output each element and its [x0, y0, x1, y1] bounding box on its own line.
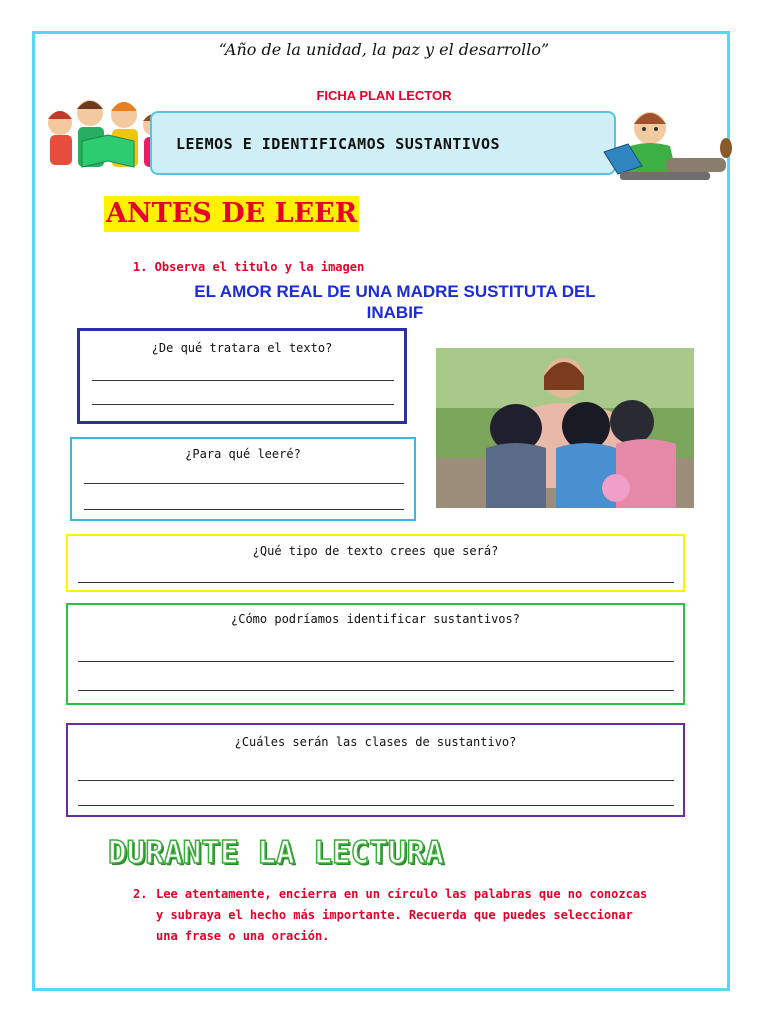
step-2-instruction: [133, 884, 658, 947]
step-number: 2.: [133, 887, 148, 901]
answer-line[interactable]: [78, 805, 674, 806]
question-text: ¿Qué tipo de texto crees que será?: [252, 544, 499, 558]
banner-title: LEEMOS E IDENTIFICAMOS SUSTANTIVOS: [176, 135, 501, 153]
question-box-identify-nouns: [66, 603, 685, 705]
answer-line[interactable]: [92, 380, 394, 381]
answer-line[interactable]: [92, 404, 394, 405]
national-motto: “Año de la unidad, la paz y el desarrollo”: [218, 40, 550, 59]
question-text: ¿Cómo podríamos identificar sustantivos?: [231, 612, 520, 626]
question-box-topic: [77, 328, 407, 424]
answer-line[interactable]: [84, 509, 404, 510]
antes-heading: ANTES DE LEER: [104, 196, 359, 232]
durante-heading: DURANTE LA LECTURA: [108, 835, 444, 871]
question-box-purpose: [70, 437, 416, 521]
question-text: ¿De qué tratara el texto?: [151, 341, 333, 355]
step-1-instruction: 1. Observa el titulo y la imagen: [133, 260, 365, 274]
question-box-noun-classes: [66, 723, 685, 817]
boy-reading-icon: [600, 108, 735, 190]
question-text: ¿Para qué leeré?: [185, 447, 301, 461]
story-title: EL AMOR REAL DE UNA MADRE SUSTITUTA DEL INABIF: [194, 282, 596, 322]
question-box-text-type: [66, 534, 685, 592]
answer-line[interactable]: [78, 661, 674, 662]
mother-hugging-children-photo: [436, 348, 694, 508]
answer-line[interactable]: [78, 690, 674, 691]
question-text: ¿Cuáles serán las clases de sustantivo?: [234, 735, 517, 749]
answer-line[interactable]: [84, 483, 404, 484]
answer-line[interactable]: [78, 780, 674, 781]
step-text: Lee atentamente, encierra en un círculo las palabras que no conozcas y subraya el hecho más importante. Recuerda que puedes seleccionar una frase o una oración.: [156, 887, 648, 943]
answer-line[interactable]: [78, 582, 674, 583]
ficha-label: FICHA PLAN LECTOR: [316, 88, 452, 103]
